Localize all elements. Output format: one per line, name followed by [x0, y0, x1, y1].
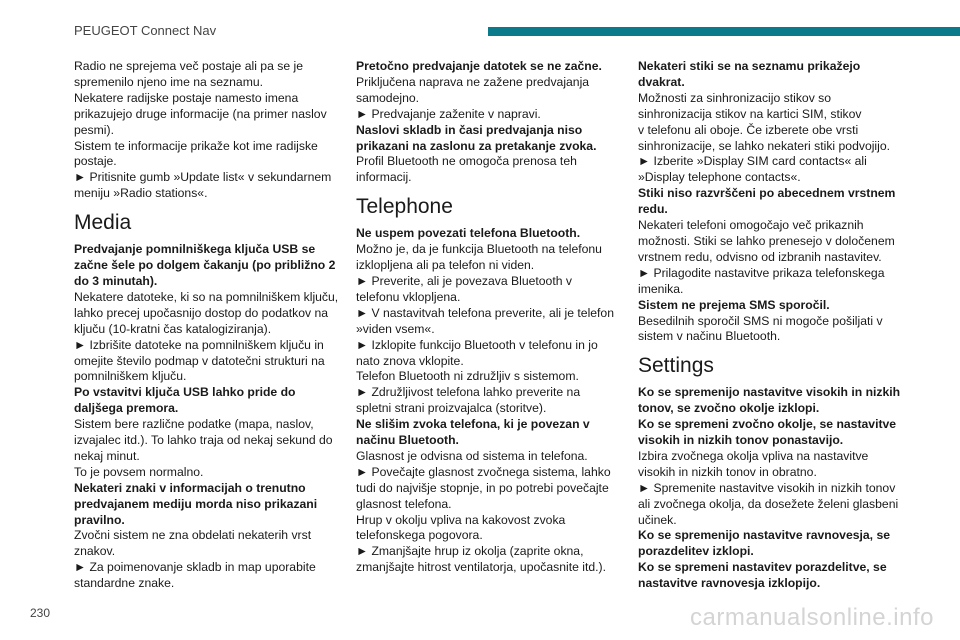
- question-text: Ko se spremeni nastavitev porazdelitve, se: [638, 560, 887, 575]
- body-text: standardne znake.: [74, 576, 175, 591]
- body-text: »viden vsem«.: [356, 321, 435, 336]
- watermark: carmanualsonline.info: [690, 604, 934, 631]
- instruction-text: ► Pritisnite gumb »Update list« v sekundarnem: [74, 170, 332, 185]
- section-heading: Media: [74, 211, 132, 235]
- body-text: izvajalec itd.). To lahko traja od nekaj sekund do: [74, 433, 333, 448]
- question-text: nastavitve ravnovesja izklopijo.: [638, 576, 821, 591]
- body-text: prikazujejo druge informacije (na primer naslov: [74, 106, 327, 121]
- body-text: možnosti. Stiki se lahko prenesejo v določenem: [638, 233, 895, 248]
- question-text: prikazani na zaslonu za pretakanje zvoka.: [356, 138, 597, 153]
- question-text: dvakrat.: [638, 74, 685, 89]
- question-text: Ko se spremeni zvočno okolje, se nastavitve: [638, 417, 897, 432]
- body-text: imenika.: [638, 281, 684, 296]
- question-text: Ne uspem povezati telefona Bluetooth.: [356, 226, 581, 241]
- body-text: v telefonu ali oboje. Če izberete obe vrsti: [638, 122, 859, 137]
- instruction-text: ► Povečajte glasnost zvočnega sistema, lahko: [356, 464, 611, 479]
- question-text: Nekateri stiki se na seznamu prikažejo: [638, 59, 861, 73]
- body-text: učinek.: [638, 512, 677, 527]
- body-text: vrstnem redu, odvisno od izbranih nastavitev.: [638, 249, 882, 264]
- body-text: Nekateri telefoni omogočajo več prikaznih: [638, 218, 864, 233]
- section-heading: Settings: [638, 354, 714, 378]
- body-text: Radio ne sprejema več postaje ali pa se je: [74, 59, 303, 73]
- body-text: ključu (10-kratni čas katalogiziranja).: [74, 321, 272, 336]
- body-text: spletni strani proizvajalca (storitve).: [356, 401, 547, 416]
- body-text: Glasnost je odvisna od sistema in telefona.: [356, 448, 588, 463]
- question-text: daljšega premora.: [74, 401, 179, 416]
- body-text: Profil Bluetooth ne omogoča prenosa teh: [356, 154, 577, 169]
- body-text: Telefon Bluetooth ni združljiv s sistemom.: [356, 369, 579, 384]
- body-text: To je povsem normalno.: [74, 464, 204, 479]
- body-text: Besedilnih sporočil SMS ni mogoče pošiljati v: [638, 313, 883, 328]
- question-text: Nekateri znaki v informacijah o trenutno: [74, 480, 306, 495]
- body-text: izklopljena ali pa telefon ni viden.: [356, 258, 535, 273]
- body-text: sinhronizacije, se lahko nekateri stiki podvojijo.: [638, 138, 891, 153]
- body-text: visokih in nizkih tonov in obratno.: [638, 464, 817, 479]
- question-text: Sistem ne prejema SMS sporočil.: [638, 297, 830, 312]
- body-text: pesmi).: [74, 122, 114, 137]
- question-text: Ne slišim zvoka telefona, ki je povezan v: [356, 417, 590, 432]
- column-right: [638, 59, 906, 592]
- question-text: redu.: [638, 202, 668, 217]
- header-accent-bar: [488, 27, 960, 36]
- question-text: Pretočno predvajanje datotek se ne začne.: [356, 59, 602, 73]
- body-text: telefonu vklopljena.: [356, 289, 461, 304]
- instruction-text: ► V nastavitvah telefona preverite, ali je telefon: [356, 305, 614, 320]
- body-text: Hrup v okolju vpliva na kakovost zvoka: [356, 512, 566, 527]
- instruction-text: ► Preverite, ali je povezava Bluetooth v: [356, 273, 572, 288]
- question-text: načinu Bluetooth.: [356, 433, 459, 448]
- question-text: Stiki niso razvrščeni po abecednem vrstnem: [638, 186, 896, 201]
- question-text: Ko se spremenijo nastavitve visokih in nizkih: [638, 385, 901, 400]
- question-text: pravilno.: [74, 512, 125, 527]
- section-heading: Telephone: [356, 195, 453, 219]
- header-title: PEUGEOT Connect Nav: [74, 23, 217, 38]
- body-text: postaje.: [74, 154, 117, 169]
- body-text: ali zvočnega okolja, da dosežete želeni glasbeni: [638, 496, 899, 511]
- question-text: Po vstavitvi ključa USB lahko pride do: [74, 385, 296, 400]
- question-text: porazdelitev izklopi.: [638, 544, 754, 559]
- column-middle: [356, 59, 624, 576]
- body-text: Priključena naprava ne zažene predvajanja: [356, 74, 590, 89]
- body-text: znakov.: [74, 544, 116, 559]
- instruction-text: ► Za poimenovanje skladb in map uporabite: [74, 560, 316, 575]
- body-text: Sistem bere različne podatke (mapa, naslov,: [74, 417, 314, 432]
- instruction-text: ► Spremenite nastavitve visokih in nizkih tonov: [638, 480, 896, 495]
- body-text: Nekatere datoteke, ki so na pomnilniškem ključu,: [74, 289, 339, 304]
- body-text: telefonskega pogovora.: [356, 528, 483, 543]
- body-text: spremenilo njeno ime na seznamu.: [74, 74, 264, 89]
- question-text: Predvajanje pomnilniškega ključa USB se: [74, 242, 316, 257]
- body-text: Sistem te informacije prikaže kot ime radijske: [74, 138, 318, 153]
- body-text: lahko precej upočasnijo dostop do podatkov na: [74, 305, 329, 320]
- instruction-text: ► Združljivost telefona lahko preverite na: [356, 385, 581, 400]
- instruction-text: ► Izklopite funkcijo Bluetooth v telefonu in jo: [356, 337, 598, 352]
- body-text: glasnost telefona.: [356, 496, 452, 511]
- body-text: Izbira zvočnega okolja vpliva na nastavitve: [638, 448, 869, 463]
- body-text: nato znova vklopite.: [356, 353, 464, 368]
- question-text: do 3 minutah).: [74, 273, 158, 288]
- question-text: Ko se spremenijo nastavitve ravnovesja, se: [638, 528, 890, 543]
- column-left: [74, 59, 342, 592]
- question-text: začne šele po dolgem čakanju (po približno 2: [74, 258, 336, 273]
- body-text: Nekatere radijske postaje namesto imena: [74, 90, 299, 105]
- body-text: meniju »Radio stations«.: [74, 186, 208, 201]
- body-text: sinhronizacija stikov na kartici SIM, stikov: [638, 106, 862, 121]
- question-text: Naslovi skladb in časi predvajanja niso: [356, 122, 583, 137]
- instruction-text: ► Izbrišite datoteke na pomnilniškem ključu in: [74, 337, 324, 352]
- body-text: sistem v načinu Bluetooth.: [638, 329, 781, 344]
- instruction-text: ► Predvajanje zaženite v napravi.: [356, 106, 541, 121]
- page-number: 230: [30, 606, 51, 620]
- body-text: tudi do najvišje stopnje, in po potrebi povečajte: [356, 480, 609, 495]
- body-text: informacij.: [356, 170, 412, 185]
- body-text: Možno je, da je funkcija Bluetooth na telefonu: [356, 242, 602, 257]
- body-text: zmanjšajte hitrost ventilatorja, upočasnite itd.).: [356, 560, 606, 575]
- question-text: tonov, se zvočno okolje izklopi.: [638, 401, 820, 416]
- body-text: omejite število podmap v datotečni strukturi na: [74, 353, 325, 368]
- body-text: »Display telephone contacts«.: [638, 170, 801, 185]
- body-text: Zvočni sistem ne zna obdelati nekaterih vrst: [74, 528, 312, 543]
- body-text: Možnosti za sinhronizacijo stikov so: [638, 90, 832, 105]
- instruction-text: ► Izberite »Display SIM card contacts« ali: [638, 154, 867, 169]
- instruction-text: ► Prilagodite nastavitve prikaza telefonskega: [638, 265, 885, 280]
- instruction-text: ► Zmanjšajte hrup iz okolja (zaprite okna,: [356, 544, 584, 559]
- body-text: pomnilniškem ključu.: [74, 369, 187, 384]
- question-text: visokih in nizkih tonov ponastavijo.: [638, 433, 844, 448]
- body-text: samodejno.: [356, 90, 420, 105]
- body-text: nekaj minut.: [74, 448, 140, 463]
- question-text: predvajanem mediju morda niso prikazani: [74, 496, 318, 511]
